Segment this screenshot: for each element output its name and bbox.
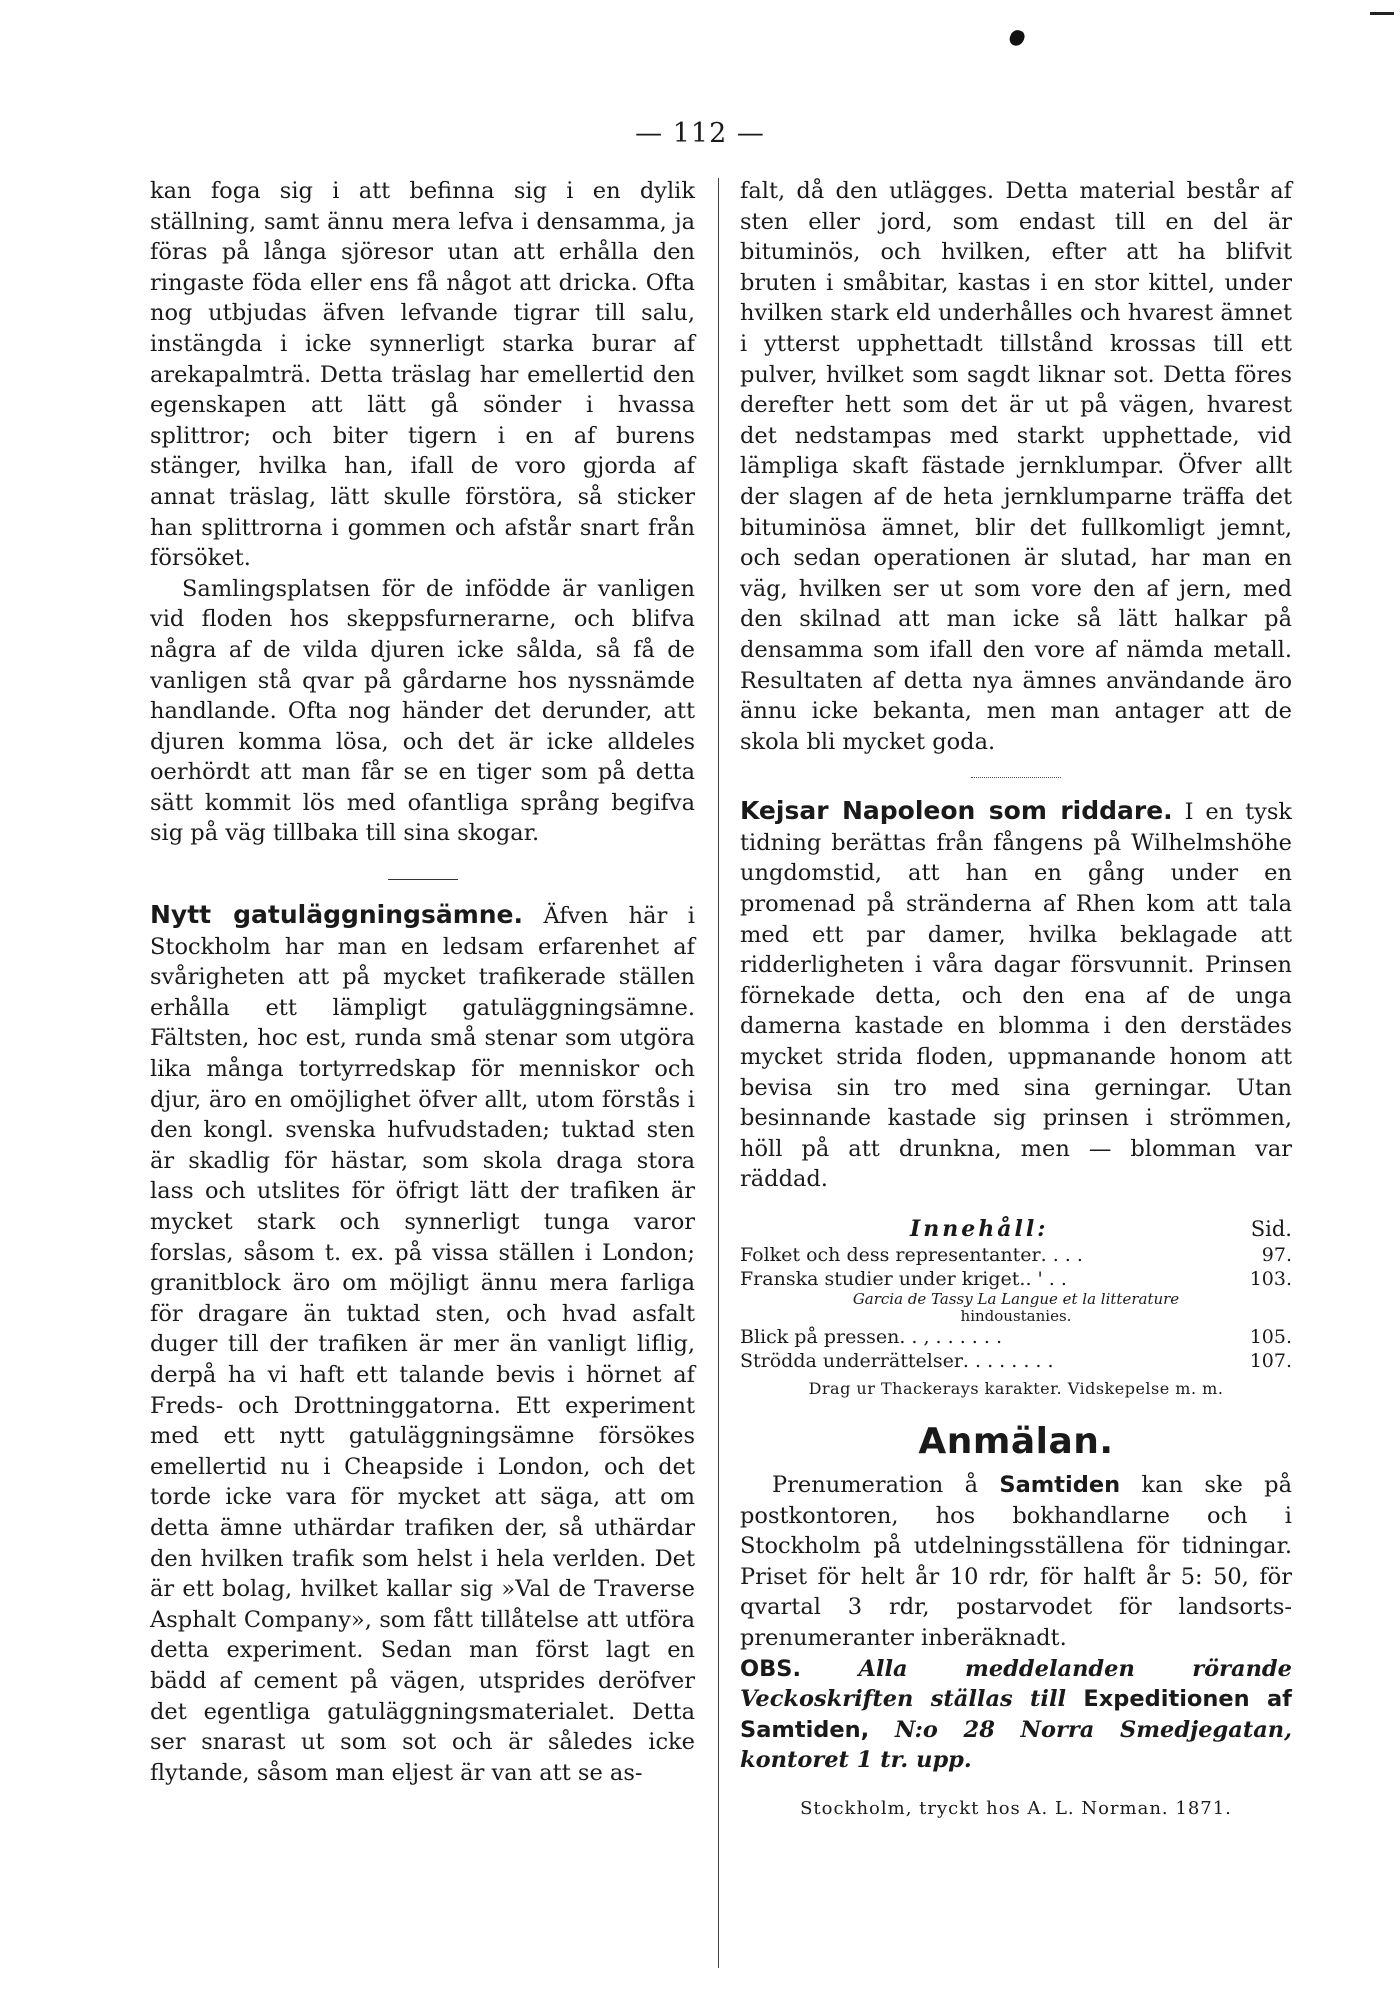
napoleon-body: I en tysk tidning berättas från fångens på Wilhelmshöhe ungdomstid, att han en gång under en promenad på stränderna af Rhen kom att tala med ett par damer, hvilka beklagade att ridderligheten i våra dagar försvunnit. Prinsen förnekade detta, och den ena af de unga damerna kastade en blomma i den derstädes mycket strida floden, uppmanande honom att bevisa sin tro med sina gerningar. Utan besinnande kastade sig prinsen i strömmen, höll på att drunkna, men — blomman var räddad. <box>740 799 1293 1193</box>
left-column <box>150 176 695 1788</box>
toc-footer-line: Drag ur Thackerays karakter. Vidskepelse m. m. <box>808 1379 1224 1398</box>
toc-entry: Strödda underrättelser . . . . . . . . 107. <box>740 1350 1292 1372</box>
contents-sid-label: Sid. <box>1250 1217 1292 1241</box>
article-body: Äfven här i Stockholm har man en ledsam erfarenhet af svårigheten att på mycket trafikerade ställen erhålla ett lämpligt gatuläggningsämne. Fältsten, hoc est, runda små stenar som utgöra lika många tortyrredskap för menniskor och djur, äro en omöjlighet öfver allt, utom förstås i den kongl. svenska hufvudstaden; tuktad sten är skadlig för hästar, som skola draga stora lass och utslites för öfrigt lätt der trafiken är mycket stark och synnerligt tunga varor forslas, såsom t. ex. på vissa ställen i London; granitblock äro om möjligt ännu mera farliga för dragare än tuktad sten, och hvad asfalt duger till der trafiken är mer än vanligt liflig, derpå ha vi haft ett talande bevis i hörnet af Freds- och Drottninggatorna. Ett experiment med ett nytt gatuläggningsämne försökes emellertid nu i Cheapside i London, och det torde icke vara för mycket att säga, att om detta ämne uthärdar trafiken der, så uthärdar den hvilken trafik som helst i hela verlden. Det är ett bolag, hvilket kallar sig »Val de Traverse Asphalt Company», som fått tillåtelse att utföra detta experiment. Sedan man först lagt en bädd af cement på vägen, utsprides deröfver det egentliga gatuläggningsmaterialet. Detta ser snarast ut som sot och är således icke flytande, såsom man eljest är van att se as- <box>150 903 696 1786</box>
table-of-contents <box>740 1217 1292 1401</box>
toc-small-line-1: Garcia de Tassy La Langue et la litterature <box>852 1290 1180 1308</box>
napoleon-title: Kejsar Napoleon som riddare. <box>740 796 1173 826</box>
right-column <box>740 176 1292 1819</box>
napoleon-paragraph <box>740 796 1292 1195</box>
toc-entry: Blick på pressen . . , . . . . . . 105. <box>740 1326 1292 1348</box>
right-continuation: falt, då den utlägges. Detta material består af sten eller jord, som endast till en del är bituminös, och hvilken, efter att ha blifvit bruten i småbitar, kastas i en stor kittel, under hvilken stark eld underhålles och hvarest ämnet i ytterst upphettadt tillstånd krossas till ett pulver, hvilket som sagdt liknar sot. Detta föres derefter hett som det är ut på vägen, hvarest det nedstampas med starkt upphettade, vid lämpliga skaft fästade jernklumpar. Öfver allt der slagen af de heta jernklumparne träffa det bituminösa ämnet, blir det fullkomligt jemnt, och sedan operationen är slutad, har man en väg, hvilken ser ut som vore den af jern, med den skilnad att man icke så lätt halkar på densamma som ifall den vore af nämda metall. Resultaten af detta nya ämnes användande äro ännu icke bekanta, men man antager att de skola bli mycket goda. <box>740 178 1292 755</box>
contents-header <box>740 1217 1292 1241</box>
samtiden-name: Samtiden <box>999 1472 1121 1498</box>
left-paragraph-2: Samlingsplatsen för de infödde är vanligen vid floden hos skeppsfurnerarne, och blifva några af de vilda djuren icke sålda, så få de vanligen stå qvar på gårdarne hos nyssnämde handlande. Ofta nog händer det derunder, att djuren komma lösa, och det är icke alldeles oerhördt att man får se en tiger som på detta sätt kommit lös med ofantliga språng begifva sig på väg tillbaka till sina skogar. <box>150 575 695 847</box>
ink-mark <box>1370 12 1394 15</box>
ink-blot <box>1008 28 1027 48</box>
announcement-body: Prenumeration å Samtiden kan ske på postkontoren, hos bokhandlarne och i Stockholm på utdelningsställena för tidningar. Priset för helt år 10 rdr, för halft år 5: 50, för qvartal 3 rdr, postarvodet för landsorts-prenumeranter inberäknadt. <box>740 1472 1292 1651</box>
article-title: Nytt gatuläggningsämne. <box>150 900 524 930</box>
printer-imprint: Stockholm, tryckt hos A. L. Norman. 1871. <box>800 1797 1232 1819</box>
announcement-title: Anmälan. <box>918 1421 1114 1462</box>
contents-title: Innehåll: <box>910 1216 1049 1242</box>
section-rule <box>388 879 458 880</box>
toc-small-line-2: hindoustanies. <box>960 1307 1072 1325</box>
column-divider <box>718 178 719 1968</box>
left-paragraph-1: kan foga sig i att befinna sig i en dylik ställning, samt ännu mera lefva i densamma, ja föras på långa sjöresor utan att erhålla den ringaste föda eller ens få något att dricka. Ofta nog utbjudas äfven lefvande tigrar till salu, instängda i icke synnerligt starka burar af arekapalmträ. Detta träslag har emellertid den egenskapen att lätt gå sönder i hvassa splittror; och biter tigern i en af burens stänger, hvilka han, ifall de voro gjorda af annat träslag, lätt skulle förstöra, så sticker han splittrorna i gommen och afstår snart från försöket. <box>150 178 695 572</box>
toc-entry: Franska studier under kriget. . ' . . 103. <box>740 1268 1292 1290</box>
page-number: — 112 — <box>635 118 765 149</box>
obs-label: OBS. <box>740 1655 802 1682</box>
obs-notice: OBS. Alla meddelanden rörande Veckoskriften ställas till Expeditionen af Samtiden, N:o 28 Norra Smedjegatan, kontoret 1 tr. upp. <box>740 1655 1292 1774</box>
article-paragraph <box>150 900 695 1788</box>
toc-entry: Folket och dess representanter . . . . 97. <box>740 1244 1292 1266</box>
section-rule-dotted <box>971 777 1061 778</box>
expedition-name: Expeditionen af Samtiden, <box>740 1686 1292 1743</box>
